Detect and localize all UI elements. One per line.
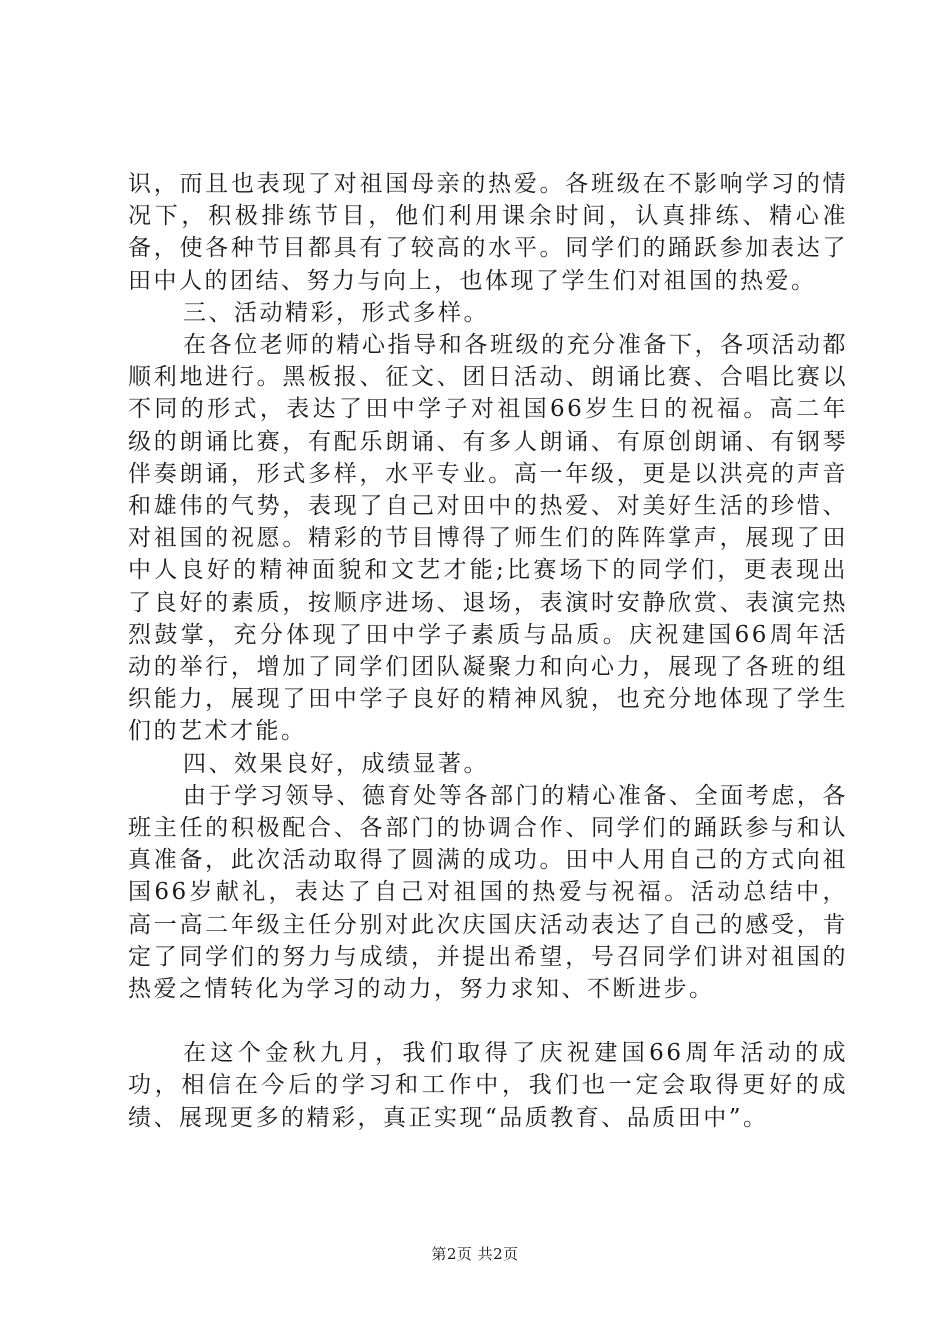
paragraph-activities: 在各位老师的精心指导和各班级的充分准备下，各项活动都顺利地进行。黑板报、征文、团日活动、朗诵比赛、合唱比赛以不同的形式，表达了田中学子对祖国66岁生日的祝福。高二年级的朗诵比赛，有配乐朗诵、有多人朗诵、有原创朗诵、有钢琴伴奏朗诵，形式多样，水平专业。高一年级，更是以洪亮的声音和雄伟的气势，表现了自己对田中的热爱、对美好生活的珍惜、对祖国的祝愿。精彩的节目博得了师生们的阵阵掌声，展现了田中人良好的精神面貌和文艺才能;比赛场下的同学们，更表现出了良好的素质，按顺序进场、退场，表演时安静欣赏、表演完热烈鼓掌，充分体现了田中学子素质与品质。庆祝建国66周年活动的举行，增加了同学们团队凝聚力和向心力，展现了各班的组织能力，展现了田中学子良好的精神风貌，也充分地体现了学生们的艺术才能。 [128,332,848,745]
paragraph-conclusion: 在这个金秋九月，我们取得了庆祝建国66周年活动的成功，相信在今后的学习和工作中，我们也一定会取得更好的成绩、展现更多的精彩，真正实现“品质教育、品质田中”。 [128,1040,848,1131]
paragraph-spacer [128,1005,848,1037]
section-heading-three: 三、活动精彩，形式多样。 [183,299,489,326]
paragraph-results: 由于学习领导、德育处等各部门的精心准备、全面考虑，各班主任的积极配合、各部门的协调合作、同学们的踊跃参与和认真准备，此次活动取得了圆满的成功。田中人用自己的方式向祖国66岁献礼，表达了自己对祖国的热爱与祝福。活动总结中，高一高二年级主任分别对此次庆国庆活动表达了自己的感受，肯定了同学们的努力与成绩，并提出希望，号召同学们讲对祖国的热爱之情转化为学习的动力，努力求知、不断进步。 [128,782,848,1003]
page-footer: 第2页 共2页 [431,1245,519,1263]
document-body [128,168,848,1134]
section-heading-four: 四、效果良好，成绩显著。 [183,750,489,777]
paragraph-continuation: 识，而且也表现了对祖国母亲的热爱。各班级在不影响学习的情况下，积极排练节目，他们利用课余时间，认真排练、精心准备，使各种节目都具有了较高的水平。同学们的踊跃参加表达了田中人的团结、努力与向上，也体现了学生们对祖国的热爱。 [128,171,848,294]
